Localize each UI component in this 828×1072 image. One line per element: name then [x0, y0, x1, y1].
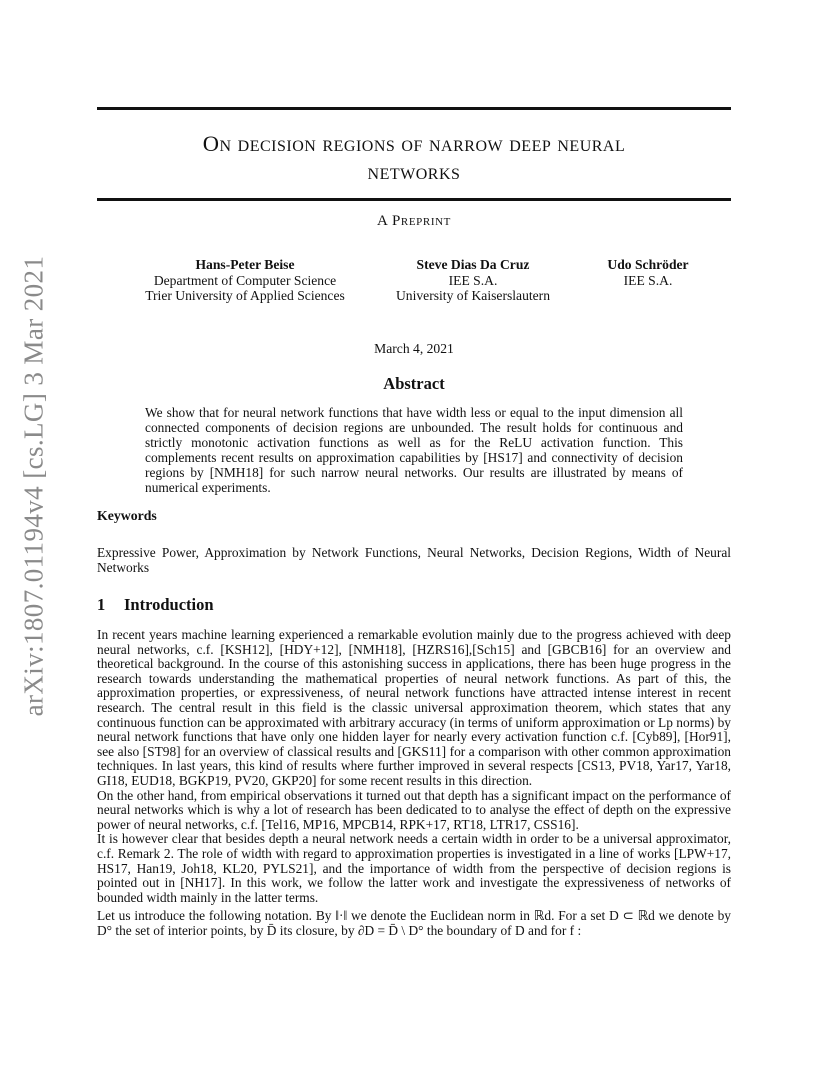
section-number: 1	[97, 595, 106, 614]
title-rule-bottom	[97, 198, 731, 201]
arxiv-identifier: arXiv:1807.01194v4 [cs.LG] 3 Mar 2021	[18, 255, 49, 717]
author-block-1	[120, 257, 370, 304]
title-rule-top	[97, 107, 731, 110]
section-body	[97, 628, 731, 938]
paper-title	[97, 130, 731, 186]
paper-title-line-1: On decision regions of narrow deep neural	[202, 131, 626, 156]
body-paragraph: In recent years machine learning experienced a remarkable evolution mainly due to the progress achieved with deep neural networks, c.f. [KSH12], [HDY+12], [NMH18], [HZRS16],[Sch15] and [GBCB16] for an overview and theoretical background. In the course of this astonishing success in applications, there has been huge progress in the research towards understanding the mathematical properties of neural network functions. As part of this, the approximation properties, or expressiveness, of neural network functions have attracted intense interest in recent research. The central result in this field is the classic universal approximation theorem, which states that any continuous function can be approximated with arbitrary accuracy (in terms of uniform approximation or Lp norms) by neural network functions that have only one hidden layer for nearly every activation function c.f. [Cyb89], [Hor91], see also [ST98] for an overview of classical results and [GKS11] for a comparison with other common approximation techniques. In last years, this kind of results where further improved in several respects [CS13, PV18, Yar17, Yar18, GI18, EUD18, BGKP19, PV20, GKP20] for some recent results in this direction.	[97, 627, 731, 788]
keywords-text: Expressive Power, Approximation by Network Functions, Neural Networks, Decision Regions, Width of Neural Networks	[97, 545, 731, 576]
abstract-heading: Abstract	[383, 374, 445, 393]
author-affiliation: IEE S.A.	[623, 272, 673, 288]
author-name: Hans-Peter Beise	[195, 257, 295, 272]
author-block-3	[578, 257, 718, 288]
author-affiliation: IEE S.A.	[448, 272, 498, 288]
abstract-text: We show that for neural network functions that have width less or equal to the input dimension all connected components of decision regions are unbounded. The result holds for continuous and strictly monotonic activation functions as well as for the ReLU activation function. This complements recent results on approximation capabilities by [HS17] and connectivity of decision regions by [NMH18] for such narrow neural networks. Our results are illustrated by means of numerical experiments.	[145, 405, 683, 496]
author-affiliation: Trier University of Applied Sciences	[145, 288, 345, 303]
author-affiliation: University of Kaiserslautern	[395, 288, 551, 303]
paper-title-line-2: networks	[367, 159, 461, 184]
section-title: Introduction	[124, 595, 214, 614]
preprint-label: A Preprint	[377, 213, 451, 229]
author-block-2	[373, 257, 573, 304]
publication-date: March 4, 2021	[374, 341, 454, 356]
section-heading	[97, 595, 214, 615]
author-name: Steve Dias Da Cruz	[416, 257, 530, 272]
body-paragraph: On the other hand, from empirical observations it turned out that depth has a significant impact on the performance of neural networks which is why a lot of research has been dedicated to to analyse the effect of depth on the expressive power of neural networks, c.f. [Tel16, MP16, MPCB14, RPK+17, RT18, LTR17, CSS16].	[97, 787, 731, 832]
arxiv-sidebar-stamp	[4, 255, 64, 717]
body-paragraph: It is however clear that besides depth a neural network needs a certain width in order to be a universal approximator, c.f. Remark 2. The role of width with regard to approximation properties is investigated in a line of works [LPW+17, HS17, Han19, Joh18, KL20, PYLS21], and the importance of width from the perspective of decision regions is pointed out in [NH17]. In this work, we follow the latter work and investigate the expressiveness of networks of bounded width mainly in the latter terms.	[97, 831, 731, 905]
body-paragraph: Let us introduce the following notation. By ‖·‖ we denote the Euclidean norm in ℝd. For a set D ⊂ ℝd we denote by D° the set of interior points, by D̄ its closure, by ∂D = D̄ \ D° the boundary of D and for f :	[97, 908, 731, 938]
author-affiliation: Department of Computer Science	[153, 272, 337, 288]
author-name: Udo Schröder	[607, 257, 689, 272]
keywords-heading: Keywords	[97, 508, 157, 523]
